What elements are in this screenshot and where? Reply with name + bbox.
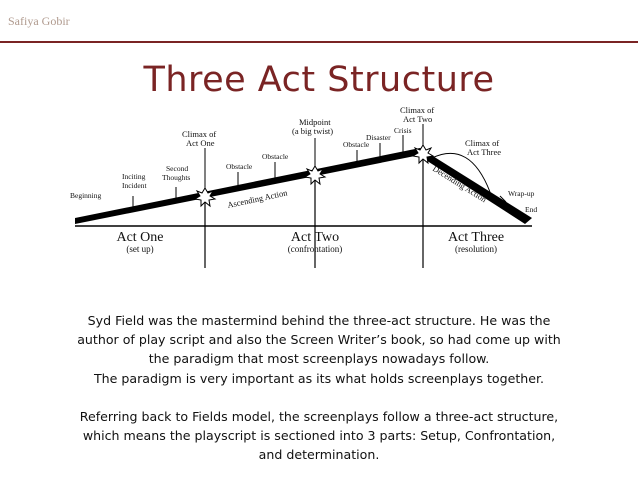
label-midpoint-1: Midpoint bbox=[299, 117, 331, 127]
label-climax-three-2: Act Three bbox=[467, 147, 502, 157]
act-three-sub: (resolution) bbox=[455, 244, 497, 254]
label-obstacle-c: Obstacle bbox=[343, 140, 370, 149]
body-line: Referring back to Fields model, the screenplays follow a three-act structure, bbox=[79, 408, 559, 424]
header-divider bbox=[0, 41, 638, 43]
label-inciting-1: Inciting bbox=[122, 172, 146, 181]
label-climax-one-2: Act One bbox=[186, 138, 215, 148]
body-line: which means the playscript is sectioned into 3 parts: Setup, Confrontation, bbox=[82, 428, 556, 444]
label-climax-one-1: Climax of bbox=[182, 129, 217, 139]
body-line: The paradigm is very important as its what holds screenplays together. bbox=[93, 370, 545, 386]
label-climax-two-1: Climax of bbox=[400, 105, 435, 115]
act-two-name: Act Two bbox=[290, 230, 340, 245]
act-two-sub: (confrontation) bbox=[287, 244, 343, 254]
slide-title: Three Act Structure bbox=[143, 60, 495, 100]
label-crisis: Crisis bbox=[394, 126, 412, 135]
body-text bbox=[40, 311, 598, 464]
label-inciting-2: Incident bbox=[122, 181, 147, 190]
label-second-1: Second bbox=[166, 164, 189, 173]
label-wrapup: Wrap-up bbox=[508, 189, 535, 198]
body-line: the paradigm that most screenplays nowadays follow. bbox=[148, 351, 490, 367]
label-midpoint-2: (a big twist) bbox=[292, 126, 334, 136]
label-disaster: Disaster bbox=[366, 133, 391, 142]
act-three-name: Act Three bbox=[447, 230, 505, 245]
act-one-name: Act One bbox=[116, 230, 164, 245]
label-ascending-action: Ascending Action bbox=[226, 187, 289, 210]
falling-action-line bbox=[418, 148, 532, 224]
label-second-2: Thoughts bbox=[162, 173, 191, 182]
label-beginning: Beginning bbox=[70, 191, 102, 200]
paragraph-spacer bbox=[40, 388, 598, 407]
body-line: and determination. bbox=[258, 447, 380, 463]
body-line: Syd Field was the mastermind behind the three-act structure. He was the bbox=[87, 313, 551, 328]
act-one-sub: (set up) bbox=[126, 244, 154, 254]
label-descending-action: Decending Action bbox=[430, 163, 489, 205]
label-climax-two-2: Act Two bbox=[403, 114, 433, 124]
label-climax-three-1: Climax of bbox=[465, 138, 500, 148]
label-end: End bbox=[525, 205, 538, 214]
body-line: author of play script and also the Screen Writer’s book, so had come up with bbox=[77, 332, 561, 348]
label-obstacle-b: Obstacle bbox=[262, 152, 289, 161]
author-name: Safiya Gobir bbox=[8, 14, 70, 28]
label-obstacle-a: Obstacle bbox=[226, 162, 253, 171]
three-act-diagram bbox=[70, 100, 570, 275]
